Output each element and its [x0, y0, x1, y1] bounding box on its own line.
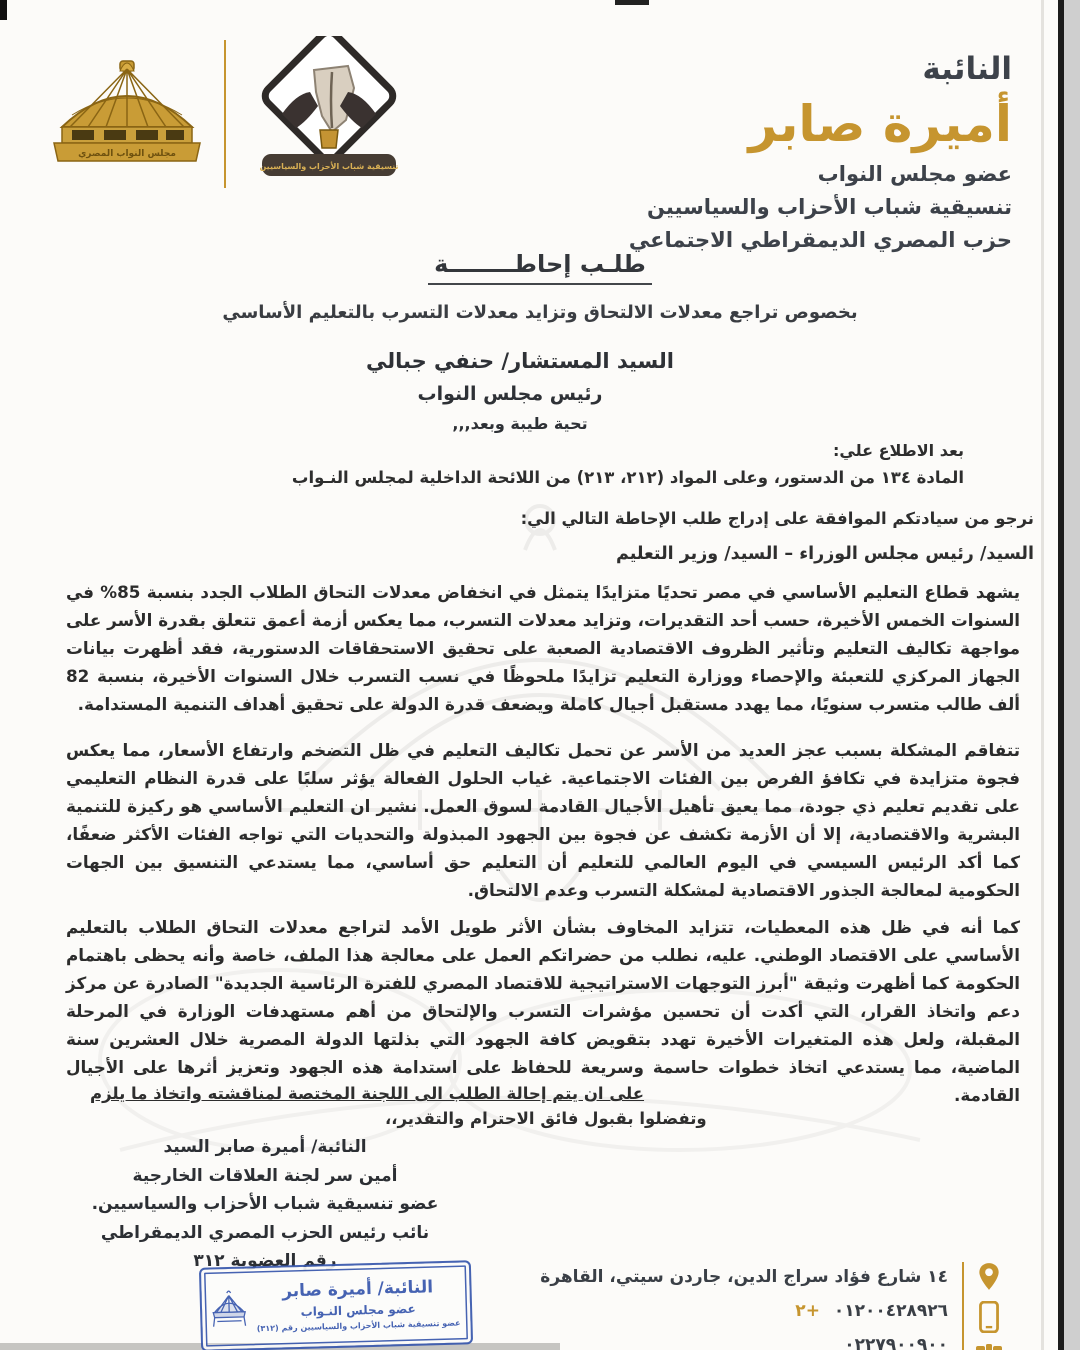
parliament-logo-icon [48, 55, 206, 173]
footer-icons [972, 1262, 1006, 1350]
letterhead-logos [48, 36, 414, 192]
logo-divider [224, 40, 226, 188]
mobile-number: ٠١٢٠٠٤٢٨٩٢٦ [833, 1301, 948, 1321]
office-address: ١٤ شارع فؤاد سراج الدين، جاردن سيتي، القاهرة [540, 1267, 948, 1287]
closing-line: وتفضلوا بقبول فائق الاحترام والتقدير،، [385, 1109, 707, 1128]
signature-line-name: النائبة/ أميرة صابر السيد [163, 1137, 367, 1157]
signature-line-coordination: عضو تنسيقية شباب الأحزاب والسياسيين. [91, 1194, 439, 1214]
body-paragraph-1: يشهد قطاع التعليم الأساسي في مصر تحديًا متزايدًا يتمثل في انخفاض معدلات التحاق الطلاب الجدد بنسبة 85% في السنوات الخمس الأخيرة، حسب أحد التقديرات، وتزايد معدلات التسرب، مما يعكس أزمة أعمق تتعلق بقدرة الأسر على مواجهة تكاليف التعليم وتأثير الظروف الاقتصادية الصعبة على تحقيق الاستحقاقات الدستورية، فقد أظهرت بيانات الجهاز المركزي للتعبئة والإحصاء ووزارة التعليم تزايدًا ملحوظًا في نسب التسرب خلال السنوات الأخيرة، بنسبة 82 ألف طالب متسرب سنويًا، مما يهدد مستقبل أجيال كاملة ويضعف قدرة الدولة على تحقيق أهداف التنمية المستدامة. [66, 582, 1021, 714]
scan-corner-mark [0, 0, 7, 20]
country-code: +٢ [795, 1301, 820, 1321]
body-paragraph-2: تتفاقم المشكلة بسبب عجز العديد من الأسر عن تحمل تكاليف التعليم في ظل التضخم وارتفاع الأسعار، مما يعكس فجوة متزايدة في تكافؤ الفرص بين الفئات الاجتماعية. غياب الحلول الفعالة يؤثر سلبًا على قدرة النظام التعليمي على تقديم تعليم ذي جودة، مما يعيق تأهيل الأجيال القادمة لسوق العمل. نشير ان التعليم الأساسي هو ركيزة للتنمية البشرية والاقتصادية، إلا أن الأزمة تكشف عن فجوة بين الجهود المبذولة والتحديات التي تواجه الفئات الأكثر ضعفًا، كما أكد الرئيس السيسي في اليوم العالمي للتعليم أن التعليم حق أساسي، مما يستدعي التنسيق بين الجهات الحكومية لمعالجة الجذور الاقتصادية لمشكلة التسرب وعدم الالتحاق. [66, 740, 1020, 900]
mobile-number-row [360, 1296, 948, 1330]
letterhead-text [629, 52, 1012, 253]
stamp-dome-icon [207, 1277, 251, 1340]
request-line: نرجو من سيادتكم الموافقة على إدراج طلب الإحاطة التالي الي: [520, 509, 1034, 528]
svg-text:مجلس النواب المصري: مجلس النواب المصري [78, 149, 176, 159]
recipients-line: السيد/ رئيس مجلس الوزراء – السيد/ وزير التعليم [616, 544, 1034, 564]
mobile-phone-icon [978, 1301, 1000, 1333]
greeting-line: تحية طيبة وبعد,,, [452, 414, 588, 433]
footer-contacts [360, 1262, 948, 1350]
footer-divider [962, 1262, 965, 1350]
letter-subject: بخصوص تراجع معدلات الالتحاق وتزايد معدلات التسرب بالتعليم الأساسي [222, 302, 858, 323]
location-pin-icon [976, 1262, 1002, 1292]
coordination-logo-icon [244, 36, 414, 192]
signature-line-membership: رقم العضوية ٣١٢ [193, 1251, 337, 1271]
body-paragraph-3: كما أنه في ظل هذه المعطيات، تتزايد المخاوف بشأن الأثر طويل الأمد لتراجع معدلات التحاق الطلاب بالتعليم الأساسي على الاقتصاد الوطني. عليه، نطلب من حضراتكم العمل على معالجة هذا الملف، خاصة وأنه يحظى باهتمام الحكومة كما أظهرت وثيقة "أبرز التوجهات الاستراتيجية للاقتصاد المصري للفترة الرئاسية الجديدة" الصادرة عن مركز دعم واتخاذ القرار، التي أكدت أن تحسين مؤشرات التسرب والإلتحاق من أهم مستهدفات الوزارة في المرحلة المقبلة، ولعل هذه المتغيرات الأخيرة تهدد بتقويض كافة الجهود التي بذلتها الدولة المصرية خلال العشرين سنة الماضية، مما يستدعي اتخاذ خطوات حاسمة وسريعة للحفاظ على استدامة هذه الجهود وتعزيز أثرها على الأجيال القادمة. [66, 917, 1020, 1105]
addressee-title: رئيس مجلس النواب [417, 383, 603, 405]
legal-basis-line: المادة ١٣٤ من الدستور، وعلى المواد (٢١٢، ٢١٣) من اللائحة الداخلية لمجلس النـواب [291, 468, 964, 487]
landline-number: ٠٢٢٧٩٠٠٩٠٠ [844, 1335, 948, 1350]
desk-phone-icon [975, 1342, 1003, 1350]
signature-line-party: نائب رئيس الحزب المصري الديمقراطي [100, 1222, 430, 1243]
stamp-membership: عضو تنسيقية شباب الأحزاب والسياسيين رقم (٣١٢) [256, 1318, 461, 1333]
review-intro-line: بعد الاطلاع علي: [832, 441, 964, 460]
mp-role-label: النائبة [922, 51, 1012, 87]
mp-title-2: تنسيقية شباب الأحزاب والسياسيين [647, 195, 1012, 220]
signature-block [80, 1133, 450, 1276]
svg-text:تنسيقية شباب الأحزاب والسياسيي: تنسيقية شباب الأحزاب والسياسيين [259, 162, 399, 171]
signature-line-secretary: أمين سر لجنة العلاقات الخارجية [132, 1165, 398, 1186]
mp-title-3: حزب المصري الديمقراطي الاجتماعي [628, 228, 1012, 253]
scan-edge-gray [1064, 0, 1080, 1350]
mp-name: أميرة صابر [748, 94, 1012, 153]
scan-top-mark [615, 0, 649, 5]
letter-title: طلـب إحاطــــــــة [428, 250, 652, 285]
addressee-name: السيد المستشار/ حنفي جبالي [366, 349, 674, 373]
stamp-name: النائبة/ أميرة صابر [281, 1277, 434, 1302]
referral-line: على ان يتم إحالة الطلب الى اللجنة المختصة لمناقشته واتخاذ ما يلزم [90, 1084, 645, 1103]
mp-title-1: عضو مجلس النواب [817, 162, 1012, 187]
scan-edge-shadow [1041, 0, 1044, 1350]
letter-title-row [0, 250, 1080, 285]
stamp-role: عضو مجلس النـواب [300, 1301, 416, 1319]
